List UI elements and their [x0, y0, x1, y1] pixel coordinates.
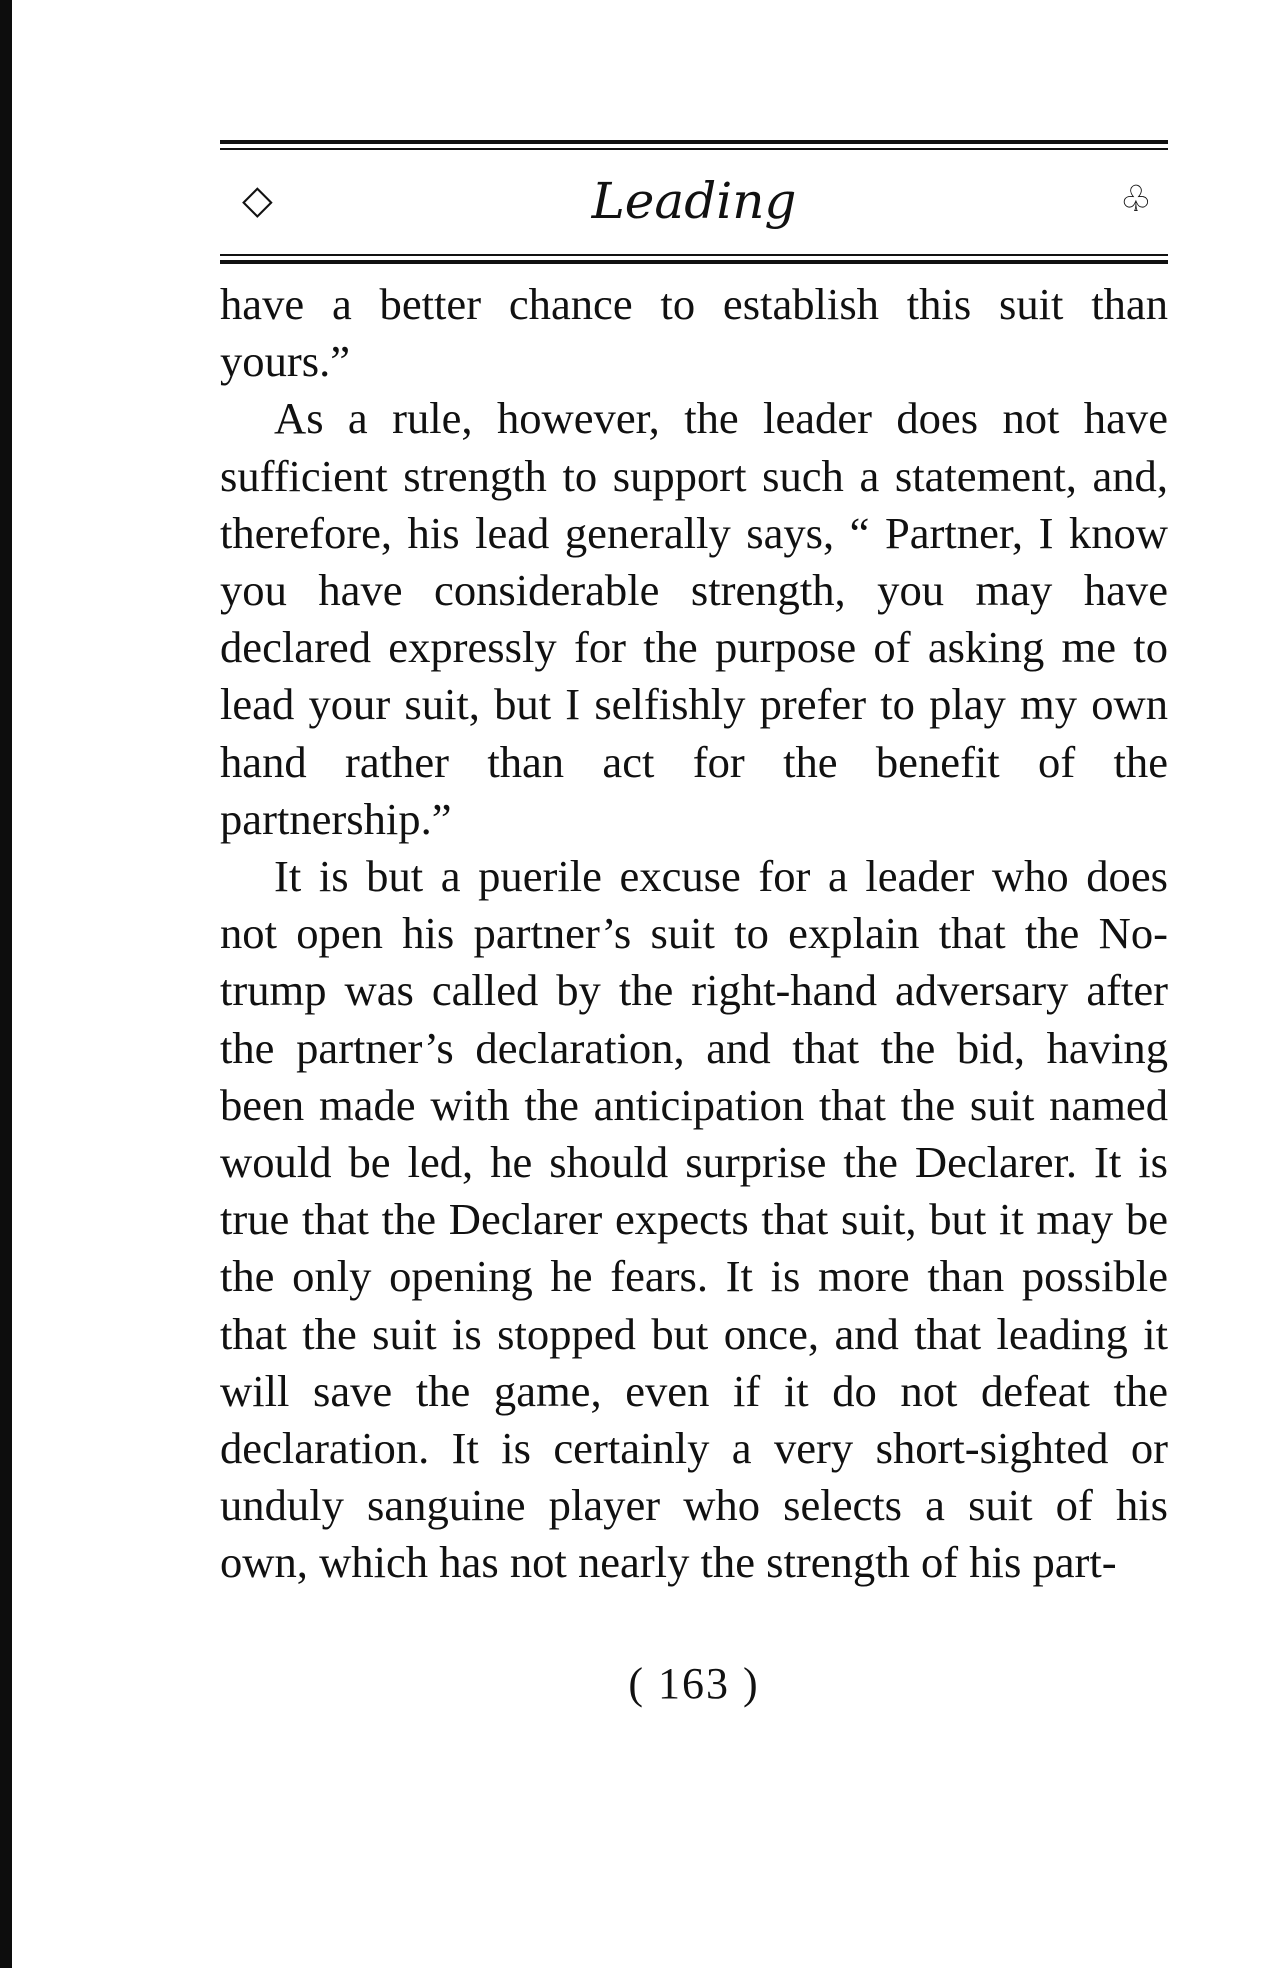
- body-text: [220, 276, 1168, 1592]
- paragraph: As a rule, however, the leader does not have sufficient strength to support such a statement, and, therefore, his lead generally says, “ Partner, I know you have considerable strength, you may have declared expressly for the purpose of asking me to lead your suit, but I selfishly prefer to play my own hand rather than act for the benefit of the partnership.”: [220, 393, 1168, 844]
- header-bottom-rule-thin: [220, 254, 1168, 256]
- running-title: Leading: [591, 172, 797, 230]
- club-outline-icon: ♧: [1119, 179, 1152, 220]
- running-header: [220, 150, 1168, 254]
- header-top-rule: [220, 140, 1168, 144]
- paragraph: It is but a puerile excuse for a leader who does not open his partner’s suit to explain that the No-trump was called by the right-hand adversary after the partner’s declaration, and that the bid, having been made with the anticipation that the suit named would be led, he should surprise the Declarer. It is true that the Declarer expects that suit, but it may be the only opening he fears. It is more than possible that the suit is stopped but once, and that leading it will save the game, even if it do not defeat the declaration. It is certainly a very short-sighted or unduly sanguine player who selects a suit of his own, which has not nearly the strength of his part-: [220, 851, 1168, 1588]
- page-number: ( 163 ): [628, 1659, 760, 1708]
- book-spine-edge: [0, 0, 12, 1968]
- diamond-outline-icon: ◇: [242, 177, 273, 223]
- book-page: [220, 140, 1168, 1708]
- header-bottom-rule: [220, 260, 1168, 264]
- paragraph-continued: have a better chance to establish this suit than yours.”: [220, 279, 1168, 387]
